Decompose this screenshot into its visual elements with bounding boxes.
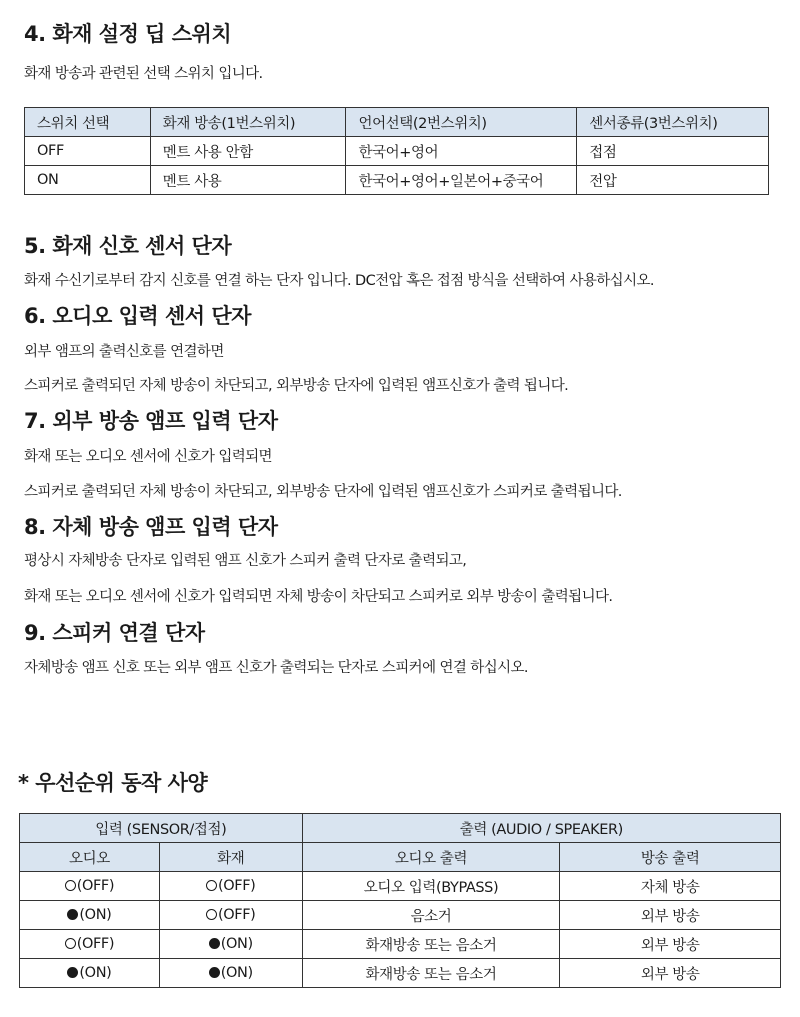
input-group-header: 입력 (SENSOR/접점) (20, 814, 303, 843)
audio-output-cell: 화재방송 또는 음소거 (302, 959, 560, 988)
fire-input-cell (159, 930, 302, 959)
dip-cell: 접점 (577, 137, 769, 166)
off-circle-icon (206, 909, 217, 920)
section-8-line-2: 화재 또는 오디오 센서에 신호가 입력되면 자체 방송이 차단되고 스피커로 외부 방송이 출력됩니다. (24, 589, 613, 605)
fire-input-value: (OFF) (218, 907, 256, 923)
audio-input-value: (OFF) (76, 936, 115, 952)
audio-input-value: (OFF) (76, 878, 115, 894)
dip-cell: 한국어+영어 (346, 137, 577, 166)
audio-input-cell (20, 901, 160, 930)
dip-cell: 한국어+영어+일본어+중국어 (346, 166, 577, 195)
on-circle-icon (67, 967, 78, 978)
section-7-line-2: 스피커로 출력되던 자체 방송이 차단되고, 외부방송 단자에 입력된 앰프신호가 스피커로 출력됩니다. (24, 484, 622, 500)
audio-input-value: (ON) (79, 965, 112, 981)
off-circle-icon (206, 880, 217, 891)
broadcast-output-cell: 외부 방송 (560, 901, 781, 930)
broadcast-output-cell: 자체 방송 (560, 872, 781, 901)
priority-header-cell: 방송 출력 (560, 843, 781, 872)
fire-input-value: (OFF) (218, 878, 256, 894)
priority-table-row (20, 901, 781, 930)
section-6-line-1: 외부 앰프의 출력신호를 연결하면 (24, 344, 224, 360)
dip-header-cell: 센서종류(3번스위치) (577, 108, 769, 137)
section-6-title: 6. 오디오 입력 센서 단자 (24, 304, 251, 328)
broadcast-output-cell: 외부 방송 (560, 930, 781, 959)
priority-table (19, 813, 781, 988)
priority-table-row (20, 872, 781, 901)
section-5-description: 화재 수신기로부터 감지 신호를 연결 하는 단자 입니다. DC전압 혹은 접점 방식을 선택하여 사용하십시오. (24, 273, 654, 289)
priority-header-cell: 오디오 (20, 843, 160, 872)
audio-output-cell: 음소거 (302, 901, 560, 930)
dip-table-row (25, 137, 769, 166)
priority-header-row (20, 843, 781, 872)
priority-table-row (20, 959, 781, 988)
off-circle-icon (65, 880, 76, 891)
section-8-line-1: 평상시 자체방송 단자로 입력된 앰프 신호가 스피커 출력 단자로 출력되고, (24, 553, 467, 569)
dip-header-cell: 스위치 선택 (25, 108, 151, 137)
dip-table-header-row (25, 108, 769, 137)
section-9-title: 9. 스피커 연결 단자 (24, 621, 205, 645)
priority-title: * 우선순위 동작 사양 (18, 771, 208, 795)
section-7-title: 7. 외부 방송 앰프 입력 단자 (24, 409, 278, 433)
section-7-line-1: 화재 또는 오디오 센서에 신호가 입력되면 (24, 449, 272, 465)
fire-input-value: (ON) (220, 936, 253, 952)
fire-input-cell (159, 872, 302, 901)
section-5-title: 5. 화재 신호 센서 단자 (24, 234, 232, 258)
dip-switch-table (24, 107, 769, 195)
dip-header-cell: 화재 방송(1번스위치) (150, 108, 346, 137)
dip-cell: 멘트 사용 안함 (150, 137, 346, 166)
section-4-description: 화재 방송과 관련된 선택 스위치 입니다. (24, 66, 263, 82)
dip-cell: 멘트 사용 (150, 166, 346, 195)
on-circle-icon (209, 967, 220, 978)
on-circle-icon (209, 938, 220, 949)
priority-header-cell: 오디오 출력 (302, 843, 560, 872)
section-6-line-2: 스피커로 출력되던 자체 방송이 차단되고, 외부방송 단자에 입력된 앰프신호가 출력 됩니다. (24, 378, 569, 394)
audio-output-cell: 오디오 입력(BYPASS) (302, 872, 560, 901)
dip-cell: 전압 (577, 166, 769, 195)
dip-header-cell: 언어선택(2번스위치) (346, 108, 577, 137)
priority-table-row (20, 930, 781, 959)
output-group-header: 출력 (AUDIO / SPEAKER) (302, 814, 780, 843)
dip-cell: ON (25, 166, 151, 195)
section-9-line-1: 자체방송 앰프 신호 또는 외부 앰프 신호가 출력되는 단자로 스피커에 연결 하십시오. (24, 660, 528, 676)
section-8-title: 8. 자체 방송 앰프 입력 단자 (24, 515, 278, 539)
audio-input-cell (20, 959, 160, 988)
fire-input-cell (159, 959, 302, 988)
off-circle-icon (65, 938, 76, 949)
dip-table-row (25, 166, 769, 195)
audio-input-cell (20, 930, 160, 959)
broadcast-output-cell: 외부 방송 (560, 959, 781, 988)
priority-header-cell: 화재 (159, 843, 302, 872)
fire-input-cell (159, 901, 302, 930)
section-4-title: 4. 화재 설정 딥 스위치 (24, 22, 232, 46)
on-circle-icon (67, 909, 78, 920)
audio-output-cell: 화재방송 또는 음소거 (302, 930, 560, 959)
priority-group-header-row (20, 814, 781, 843)
audio-input-cell (20, 872, 160, 901)
dip-cell: OFF (25, 137, 151, 166)
fire-input-value: (ON) (220, 965, 253, 981)
audio-input-value: (ON) (79, 907, 112, 923)
